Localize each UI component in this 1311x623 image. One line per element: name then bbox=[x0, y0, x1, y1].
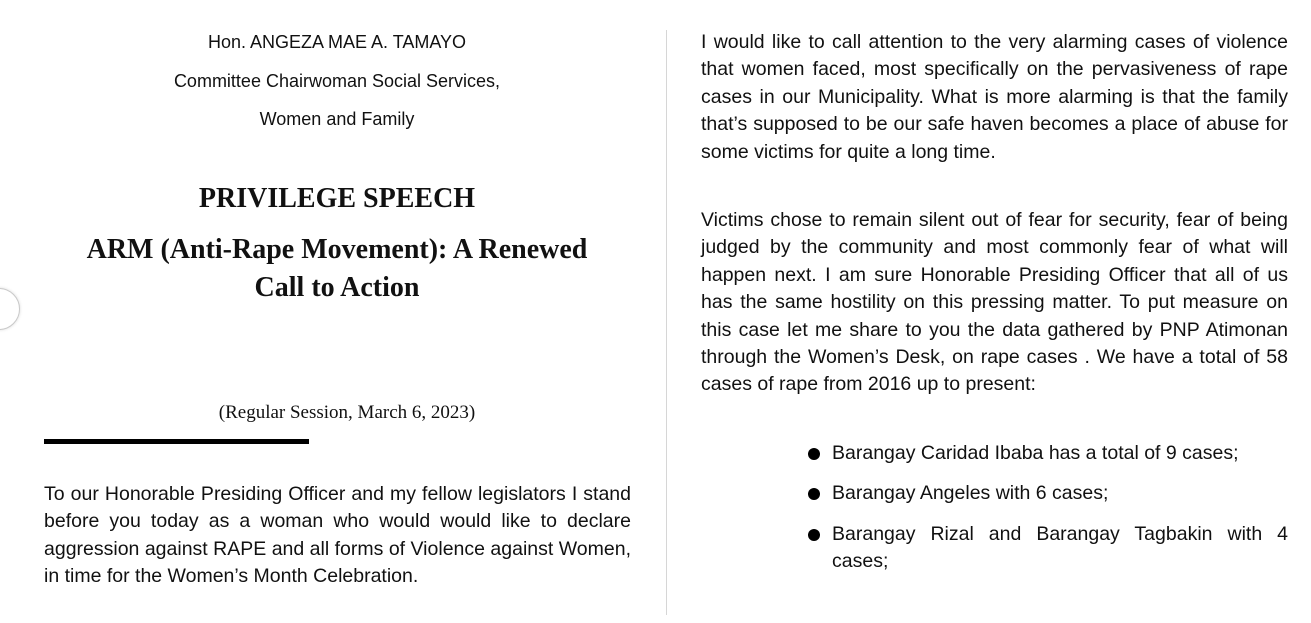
author-position-line2: Women and Family bbox=[259, 109, 415, 129]
speech-type-heading: PRIVILEGE SPEECH bbox=[198, 183, 476, 214]
page-scroll-handle[interactable] bbox=[0, 288, 20, 330]
opening-paragraph: To our Honorable Presiding Officer and my fellow legislators I stand before you today as a woman who would would like to declare aggression against RAPE and all forms of Violence against Women, in time for the Women’s Month Celebration. bbox=[44, 483, 631, 588]
list-item bbox=[806, 440, 1288, 467]
list-item-text: Barangay Rizal and Barangay Tagbakin with 4 cases; bbox=[832, 522, 1288, 573]
list-item bbox=[806, 480, 1288, 507]
author-name: Hon. ANGEZA MAE A. TAMAYO bbox=[207, 32, 467, 52]
heading-divider-rule bbox=[44, 439, 309, 444]
list-item-text: Barangay Caridad Ibaba has a total of 9 cases; bbox=[832, 442, 1239, 464]
author-position-line1: Committee Chairwoman Social Services, bbox=[173, 71, 501, 91]
session-date: (Regular Session, March 6, 2023) bbox=[218, 402, 476, 423]
paragraph-violence-attention: I would like to call attention to the very alarming cases of violence that women faced, most specifically on the pervasiveness of rape cases in our Municipality. What is more alarming is that the family that’s supposed to be our safe haven becomes a place of abuse for some victims for quite a long time. bbox=[701, 31, 1288, 163]
list-item-text: Barangay Angeles with 6 cases; bbox=[832, 482, 1109, 505]
bullet-icon bbox=[808, 448, 820, 460]
bullet-icon bbox=[808, 488, 820, 500]
column-divider bbox=[666, 30, 667, 615]
speech-title-line2: Call to Action bbox=[254, 272, 420, 303]
bullet-icon bbox=[808, 529, 820, 541]
speech-title-line1: ARM (Anti-Rape Movement): A Renewed bbox=[86, 234, 588, 265]
list-item bbox=[806, 521, 1288, 576]
paragraph-victims-silence: Victims chose to remain silent out of fear for security, fear of being judged by the community and most commonly fear of what will happen next. I am sure Honorable Presiding Officer that all of us has the same hostility on this pressing matter. To put measure on this case let me share to you the data gathered by PNP Atimonan through the Women’s Desk, on rape cases . We have a total of 58 cases of rape from 2016 up to present: bbox=[701, 209, 1288, 396]
rape-cases-by-barangay-list bbox=[806, 440, 1288, 589]
